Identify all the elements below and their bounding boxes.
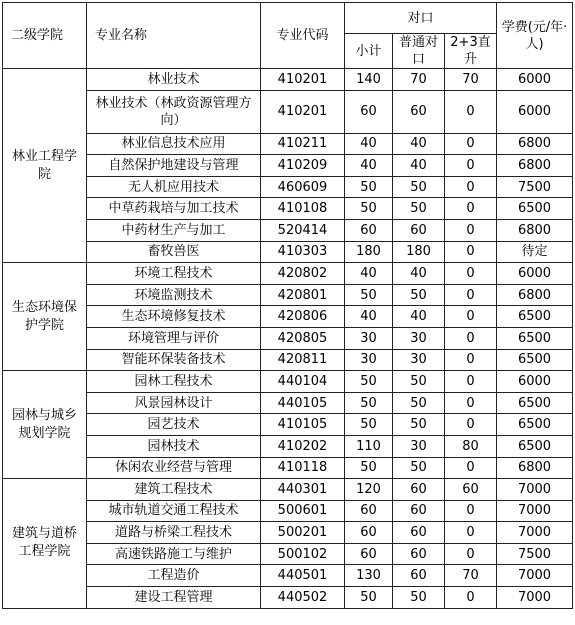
twothree-cell: 0 bbox=[445, 263, 497, 285]
tuition-cell: 6800 bbox=[497, 155, 573, 177]
twothree-cell: 70 bbox=[445, 69, 497, 91]
major-name: 休闲农业经营与管理 bbox=[87, 457, 261, 479]
general-cell: 30 bbox=[393, 327, 445, 349]
tuition-cell: 7000 bbox=[497, 565, 573, 587]
major-code: 420805 bbox=[261, 327, 345, 349]
subtotal-cell: 50 bbox=[345, 284, 393, 306]
header-tuition: 学费(元/年·人) bbox=[497, 3, 573, 69]
tuition-cell: 7000 bbox=[497, 479, 573, 501]
major-code: 440104 bbox=[261, 371, 345, 393]
enrollment-table bbox=[2, 2, 573, 609]
table-row bbox=[3, 349, 573, 371]
major-code: 500102 bbox=[261, 543, 345, 565]
subtotal-cell: 50 bbox=[345, 392, 393, 414]
twothree-cell: 60 bbox=[445, 479, 497, 501]
header-general: 普通对口 bbox=[393, 34, 445, 69]
table-row bbox=[3, 414, 573, 436]
subtotal-cell: 30 bbox=[345, 349, 393, 371]
major-code: 410118 bbox=[261, 457, 345, 479]
tuition-cell: 待定 bbox=[497, 241, 573, 263]
twothree-cell: 0 bbox=[445, 500, 497, 522]
table-row bbox=[3, 435, 573, 457]
major-code: 410303 bbox=[261, 241, 345, 263]
header-college: 二级学院 bbox=[3, 3, 87, 69]
tuition-cell: 7000 bbox=[497, 522, 573, 544]
major-code: 520414 bbox=[261, 219, 345, 241]
twothree-cell: 0 bbox=[445, 90, 497, 133]
twothree-cell: 0 bbox=[445, 522, 497, 544]
major-code: 420811 bbox=[261, 349, 345, 371]
subtotal-cell: 40 bbox=[345, 133, 393, 155]
general-cell: 70 bbox=[393, 69, 445, 91]
subtotal-cell: 130 bbox=[345, 565, 393, 587]
general-cell: 50 bbox=[393, 587, 445, 609]
major-code: 410202 bbox=[261, 435, 345, 457]
tuition-cell: 6800 bbox=[497, 457, 573, 479]
header-duikou: 对口 bbox=[345, 3, 497, 34]
major-name: 城市轨道交通工程技术 bbox=[87, 500, 261, 522]
table-row bbox=[3, 263, 573, 285]
general-cell: 40 bbox=[393, 263, 445, 285]
major-name: 中药材生产与加工 bbox=[87, 219, 261, 241]
tuition-cell: 6000 bbox=[497, 371, 573, 393]
major-name: 环境管理与评价 bbox=[87, 327, 261, 349]
major-code: 410211 bbox=[261, 133, 345, 155]
twothree-cell: 0 bbox=[445, 457, 497, 479]
twothree-cell: 0 bbox=[445, 176, 497, 198]
major-code: 500601 bbox=[261, 500, 345, 522]
major-code: 410201 bbox=[261, 69, 345, 91]
general-cell: 30 bbox=[393, 435, 445, 457]
general-cell: 50 bbox=[393, 284, 445, 306]
major-code: 420806 bbox=[261, 306, 345, 328]
twothree-cell: 0 bbox=[445, 155, 497, 177]
tuition-cell: 6500 bbox=[497, 392, 573, 414]
twothree-cell: 0 bbox=[445, 392, 497, 414]
college-name: 园林与城乡规划学院 bbox=[3, 371, 87, 479]
table-row bbox=[3, 392, 573, 414]
subtotal-cell: 60 bbox=[345, 543, 393, 565]
major-code: 440501 bbox=[261, 565, 345, 587]
subtotal-cell: 50 bbox=[345, 371, 393, 393]
general-cell: 60 bbox=[393, 565, 445, 587]
major-name: 建筑工程技术 bbox=[87, 479, 261, 501]
subtotal-cell: 40 bbox=[345, 155, 393, 177]
major-name: 林业技术 bbox=[87, 69, 261, 91]
twothree-cell: 70 bbox=[445, 565, 497, 587]
general-cell: 60 bbox=[393, 522, 445, 544]
general-cell: 60 bbox=[393, 543, 445, 565]
header-code: 专业代码 bbox=[261, 3, 345, 69]
table-row bbox=[3, 284, 573, 306]
major-code: 420802 bbox=[261, 263, 345, 285]
major-name: 工程造价 bbox=[87, 565, 261, 587]
subtotal-cell: 180 bbox=[345, 241, 393, 263]
header-major: 专业名称 bbox=[87, 3, 261, 69]
table-row bbox=[3, 327, 573, 349]
header-subtotal: 小计 bbox=[345, 34, 393, 69]
tuition-cell: 6500 bbox=[497, 414, 573, 436]
major-name: 高速铁路施工与维护 bbox=[87, 543, 261, 565]
subtotal-cell: 40 bbox=[345, 306, 393, 328]
tuition-cell: 6500 bbox=[497, 327, 573, 349]
table-row bbox=[3, 69, 573, 91]
general-cell: 50 bbox=[393, 198, 445, 220]
subtotal-cell: 120 bbox=[345, 479, 393, 501]
tuition-cell: 7500 bbox=[497, 176, 573, 198]
general-cell: 60 bbox=[393, 219, 445, 241]
major-name: 生态环境修复技术 bbox=[87, 306, 261, 328]
general-cell: 40 bbox=[393, 306, 445, 328]
subtotal-cell: 110 bbox=[345, 435, 393, 457]
major-code: 440301 bbox=[261, 479, 345, 501]
major-name: 环境监测技术 bbox=[87, 284, 261, 306]
subtotal-cell: 60 bbox=[345, 500, 393, 522]
table-row bbox=[3, 371, 573, 393]
general-cell: 40 bbox=[393, 155, 445, 177]
tuition-cell: 6500 bbox=[497, 435, 573, 457]
tuition-cell: 6500 bbox=[497, 349, 573, 371]
major-name: 中草药栽培与加工技术 bbox=[87, 198, 261, 220]
general-cell: 60 bbox=[393, 479, 445, 501]
subtotal-cell: 50 bbox=[345, 176, 393, 198]
table-body bbox=[3, 69, 573, 609]
major-code: 410209 bbox=[261, 155, 345, 177]
twothree-cell: 0 bbox=[445, 543, 497, 565]
major-code: 410105 bbox=[261, 414, 345, 436]
tuition-cell: 6500 bbox=[497, 306, 573, 328]
major-name: 畜牧兽医 bbox=[87, 241, 261, 263]
major-name: 建设工程管理 bbox=[87, 587, 261, 609]
general-cell: 50 bbox=[393, 414, 445, 436]
major-code: 500201 bbox=[261, 522, 345, 544]
table-row bbox=[3, 457, 573, 479]
subtotal-cell: 60 bbox=[345, 90, 393, 133]
tuition-cell: 6800 bbox=[497, 284, 573, 306]
table-row bbox=[3, 219, 573, 241]
major-name: 林业技术（林政资源管理方向） bbox=[87, 90, 261, 133]
general-cell: 50 bbox=[393, 371, 445, 393]
table-row bbox=[3, 543, 573, 565]
twothree-cell: 0 bbox=[445, 284, 497, 306]
general-cell: 50 bbox=[393, 457, 445, 479]
table-row bbox=[3, 500, 573, 522]
subtotal-cell: 60 bbox=[345, 522, 393, 544]
table-row bbox=[3, 133, 573, 155]
twothree-cell: 0 bbox=[445, 198, 497, 220]
twothree-cell: 0 bbox=[445, 219, 497, 241]
tuition-cell: 6800 bbox=[497, 133, 573, 155]
table-row bbox=[3, 479, 573, 501]
general-cell: 40 bbox=[393, 133, 445, 155]
table-row bbox=[3, 198, 573, 220]
major-name: 自然保护地建设与管理 bbox=[87, 155, 261, 177]
header-twothree: 2+3直升 bbox=[445, 34, 497, 69]
subtotal-cell: 40 bbox=[345, 263, 393, 285]
general-cell: 60 bbox=[393, 500, 445, 522]
tuition-cell: 6000 bbox=[497, 69, 573, 91]
twothree-cell: 0 bbox=[445, 587, 497, 609]
subtotal-cell: 30 bbox=[345, 327, 393, 349]
twothree-cell: 0 bbox=[445, 306, 497, 328]
twothree-cell: 0 bbox=[445, 133, 497, 155]
major-code: 440105 bbox=[261, 392, 345, 414]
major-name: 园林技术 bbox=[87, 435, 261, 457]
major-code: 440502 bbox=[261, 587, 345, 609]
tuition-cell: 6500 bbox=[497, 198, 573, 220]
general-cell: 50 bbox=[393, 176, 445, 198]
college-name: 林业工程学院 bbox=[3, 69, 87, 263]
general-cell: 180 bbox=[393, 241, 445, 263]
college-name: 生态环境保护学院 bbox=[3, 263, 87, 371]
major-name: 林业信息技术应用 bbox=[87, 133, 261, 155]
twothree-cell: 0 bbox=[445, 349, 497, 371]
twothree-cell: 0 bbox=[445, 414, 497, 436]
table-row bbox=[3, 176, 573, 198]
tuition-cell: 7000 bbox=[497, 500, 573, 522]
subtotal-cell: 60 bbox=[345, 219, 393, 241]
table-row bbox=[3, 155, 573, 177]
table-row bbox=[3, 522, 573, 544]
general-cell: 30 bbox=[393, 349, 445, 371]
subtotal-cell: 140 bbox=[345, 69, 393, 91]
major-code: 410108 bbox=[261, 198, 345, 220]
major-code: 410201 bbox=[261, 90, 345, 133]
tuition-cell: 6000 bbox=[497, 263, 573, 285]
general-cell: 60 bbox=[393, 90, 445, 133]
subtotal-cell: 50 bbox=[345, 457, 393, 479]
major-name: 园林工程技术 bbox=[87, 371, 261, 393]
subtotal-cell: 50 bbox=[345, 198, 393, 220]
twothree-cell: 0 bbox=[445, 371, 497, 393]
tuition-cell: 6000 bbox=[497, 90, 573, 133]
subtotal-cell: 50 bbox=[345, 414, 393, 436]
subtotal-cell: 50 bbox=[345, 587, 393, 609]
major-name: 无人机应用技术 bbox=[87, 176, 261, 198]
table-row bbox=[3, 565, 573, 587]
twothree-cell: 0 bbox=[445, 327, 497, 349]
table-row bbox=[3, 241, 573, 263]
college-name: 建筑与道桥工程学院 bbox=[3, 479, 87, 609]
twothree-cell: 0 bbox=[445, 241, 497, 263]
major-name: 道路与桥梁工程技术 bbox=[87, 522, 261, 544]
tuition-cell: 6800 bbox=[497, 219, 573, 241]
major-code: 460609 bbox=[261, 176, 345, 198]
major-code: 420801 bbox=[261, 284, 345, 306]
tuition-cell: 7500 bbox=[497, 543, 573, 565]
table-row bbox=[3, 306, 573, 328]
table-row bbox=[3, 587, 573, 609]
major-name: 风景园林设计 bbox=[87, 392, 261, 414]
table-row bbox=[3, 90, 573, 133]
major-name: 智能环保装备技术 bbox=[87, 349, 261, 371]
general-cell: 50 bbox=[393, 392, 445, 414]
major-name: 环境工程技术 bbox=[87, 263, 261, 285]
major-name: 园艺技术 bbox=[87, 414, 261, 436]
tuition-cell: 7000 bbox=[497, 587, 573, 609]
twothree-cell: 80 bbox=[445, 435, 497, 457]
